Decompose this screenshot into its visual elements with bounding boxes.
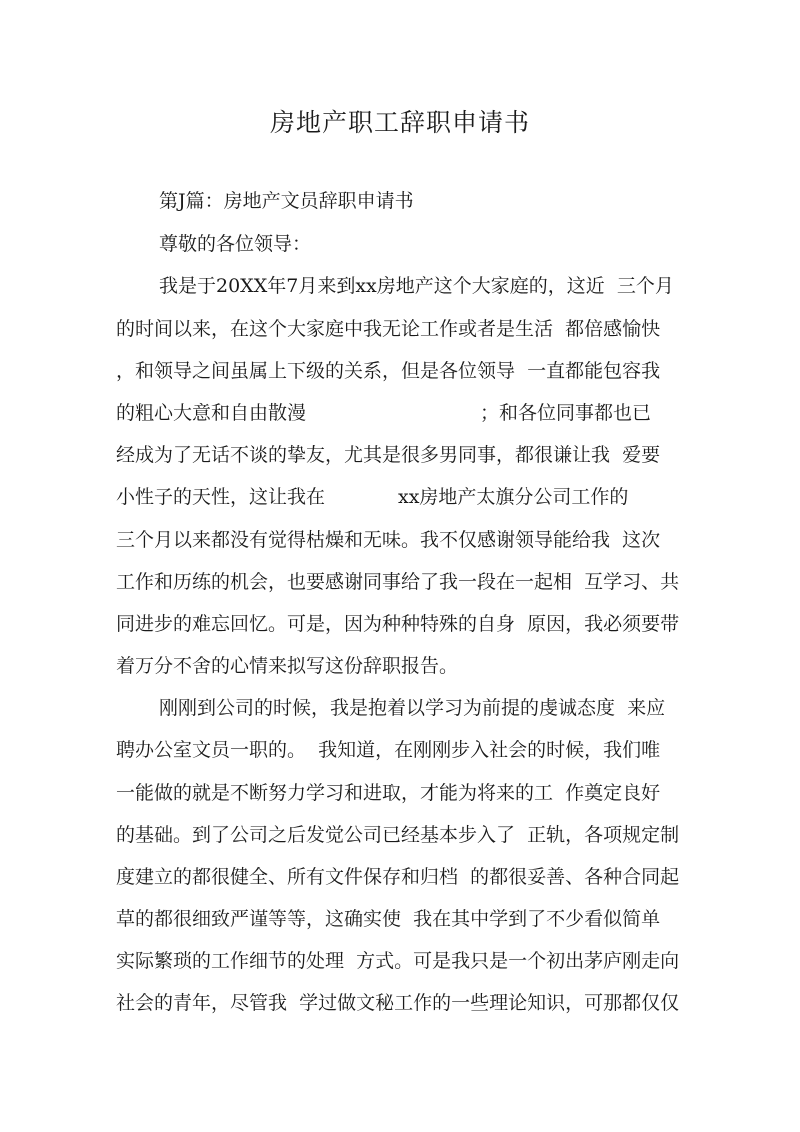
body-line: ，和领导之间虽属上下级的关系，但是各位领导 一直都能包容我 — [116, 360, 661, 382]
body-line: 小性子的天性，这让我在 — [116, 486, 326, 508]
body-line: 一能做的就是不断努力学习和进取，才能为将来的工 作奠定良好 — [116, 782, 661, 804]
body-line: 刚刚到公司的时候，我是抱着以学习为前提的虔诚态度 来应 — [159, 697, 666, 719]
body-line: 实际繁琐的工作细节的处理 方式。可是我只是一个初出茅庐刚走向 — [116, 950, 680, 972]
section-heading: 第J篇：房地产文员辞职申请书 — [159, 190, 414, 212]
body-line: xx房地产太旗分公司工作的 — [398, 486, 629, 508]
body-line: 的基础。到了公司之后发觉公司已经基本步入了 正轨，各项规定制 — [116, 824, 680, 846]
body-line: 三个月以来都没有觉得枯燥和无味。我不仅感谢领导能给我 这次 — [116, 529, 661, 551]
body-line: 社会的青年，尽管我 学过做文秘工作的一些理论知识，可那都仅仅 — [116, 992, 680, 1014]
body-line: 度建立的都很健全、所有文件保存和归档 的都很妥善、各种合同起 — [116, 866, 680, 888]
body-line: 草的都很细致严谨等等，这确实使 我在其中学到了不少看似简单 — [116, 908, 661, 930]
document-title: 房地产职工辞职申请书 — [269, 108, 530, 137]
body-line: 聘办公室文员一职的。 我知道，在刚刚步入社会的时候，我们唯 — [116, 739, 661, 761]
body-line: 经成为了无话不谈的挚友，尤其是很多男同事，都很谦让我 爱要 — [116, 444, 661, 466]
body-line: 着万分不舍的心情来拟写这份辞职报告。 — [116, 655, 459, 677]
body-line: ；和各位同事都也已 — [480, 402, 652, 424]
body-line: 同进步的难忘回忆。可是，因为种种特殊的自身 原因，我必须要带 — [116, 613, 680, 635]
body-line: 工作和历练的机会，也要感谢同事给了我一段在一起相 互学习、共 — [116, 571, 680, 593]
body-line: 我是于20XX年7月来到xx房地产这个大家庭的，这近 三个月 — [159, 275, 674, 297]
body-line: 的粗心大意和自由散漫 — [116, 402, 307, 424]
salutation: 尊敬的各位领导： — [159, 233, 312, 255]
body-line: 的时间以来，在这个大家庭中我无论工作或者是生活 都倍感愉快 — [116, 318, 661, 340]
